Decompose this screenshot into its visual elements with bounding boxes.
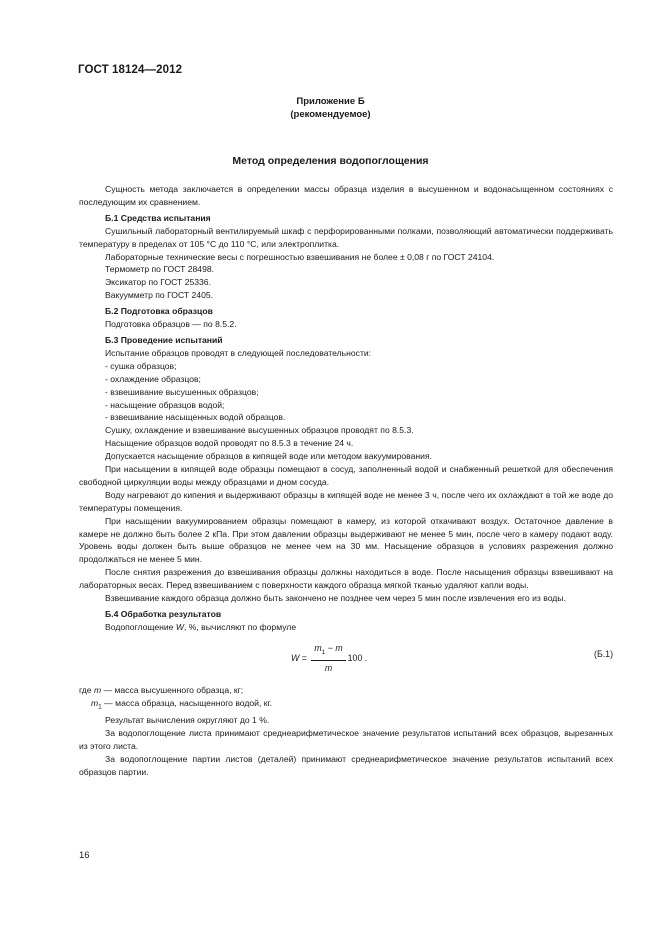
list-item: - сушка образцов; xyxy=(105,360,177,371)
paragraph: После снятия разрежения до взвешивания образцы должны находиться в воде. После насыщения образцы взвешивают на лабораторных весах. Перед взвешиванием с поверхности каждого образца мягкой тканью удаляют капли воды. xyxy=(79,567,613,591)
paragraph: Насыщение образцов водой проводят по 8.5.3 в течение 24 ч. xyxy=(105,438,354,449)
formula-intro: Водопоглощение W, %, вычисляют по формуле xyxy=(105,621,297,632)
variable-w: W xyxy=(175,621,184,632)
paragraph: Термометр по ГОСТ 28498. xyxy=(105,264,215,275)
formula: W = $\frac{m_1 - m}{m}$ 100 . xyxy=(291,642,368,674)
paragraph: За водопоглощение партии листов (деталей) принимают среднеарифметическое значение результатов испытаний всех образцов партии. xyxy=(79,754,613,777)
document-body xyxy=(79,183,613,779)
paragraph: Воду нагревают до кипения и выдерживают образцы в кипящей воде не менее 3 ч, после чего их охлаждают в той же воде до температуры помещения. xyxy=(79,489,613,513)
formula-block xyxy=(79,638,613,678)
paragraph: Результат вычисления округляют до 1 %. xyxy=(105,715,270,726)
page-title: Метод определения водопоглощения xyxy=(232,155,429,167)
paragraph: При насыщении вакуумированием образцы помещают в камеру, из которой откачивают воздух. Остаточное давление в камере не должно быть более 2 кПа. При этом давлении образцы выдерживают не менее 5 мин, после чего в камеру подают воду. Уровень воды должен быть выше образцов не менее чем на 30 мм. Насыщение образцов в условиях разрежения должно продолжаться не менее 5 мин. xyxy=(79,515,613,565)
legend-line: где m — масса высушенного образца, кг; xyxy=(79,684,244,695)
fraction-denominator: m xyxy=(324,663,333,674)
section-heading-b4: Б.4 Обработка результатов xyxy=(105,609,222,619)
paragraph: Сушку, охлаждение и взвешивание высушенных образцов проводят по 8.5.3. xyxy=(105,425,414,436)
fraction-numerator: $m_1 - m$ xyxy=(311,642,345,662)
paragraph: Вакуумметр по ГОСТ 2405. xyxy=(105,290,214,301)
appendix-title: Приложение Б xyxy=(296,96,365,107)
list-item: - насыщение образцов водой; xyxy=(105,399,225,410)
paragraph: Допускается насыщение образцов в кипящей воде или методом вакуумирования. xyxy=(105,451,433,462)
formula-number: (Б.1) xyxy=(594,648,613,659)
paragraph: Подготовка образцов — по 8.5.2. xyxy=(105,319,237,330)
paragraph: Эксикатор по ГОСТ 25336. xyxy=(105,277,211,288)
fraction xyxy=(311,642,345,676)
paragraph: Сушильный лабораторный вентилируемый шкаф с перфорированными полками, позволяющий автоматически поддерживать температуру в пределах от 105 °С до 110 °С, или электроплитка. xyxy=(79,225,613,249)
intro-paragraph: Сущность метода заключается в определении массы образца изделия в высушенном и водонасыщенном состояниях с последующим их сравнением. xyxy=(79,184,613,207)
list-item: - взвешивание насыщенных водой образцов. xyxy=(105,412,286,423)
section-heading-b3: Б.3 Проведение испытаний xyxy=(105,334,223,345)
page-number: 16 xyxy=(79,850,90,861)
appendix-heading xyxy=(0,95,661,121)
paragraph: Лабораторные технические весы с погрешностью взвешивания не более ± 0,08 г по ГОСТ 24104. xyxy=(105,251,495,262)
paragraph: Взвешивание каждого образца должно быть закончено не позднее чем через 5 мин после извлечения его из воды. xyxy=(105,593,566,604)
paragraph: За водопоглощение листа принимают среднеарифметическое значение результатов испытаний всех образцов, вырезанных из этого листа. xyxy=(79,728,613,752)
list-item: - взвешивание высушенных образцов; xyxy=(105,386,259,397)
list-item: - охлаждение образцов; xyxy=(105,373,201,384)
paragraph: При насыщении в кипящей воде образцы помещают в сосуд, заполненный водой и снабженный решеткой для обеспечения свободной циркуляции воды между образцами и дном сосуда. xyxy=(79,464,613,487)
legend-line: $m_1$ — масса образца, насыщенного водой, кг. xyxy=(91,697,272,711)
section-heading-b1: Б.1 Средства испытания xyxy=(105,212,211,223)
section-heading-b2: Б.2 Подготовка образцов xyxy=(105,306,213,317)
standard-header: ГОСТ 18124—2012 xyxy=(78,64,183,76)
paragraph: Испытание образцов проводят в следующей последовательности: xyxy=(105,347,372,358)
appendix-subtitle: (рекомендуемое) xyxy=(290,109,371,120)
